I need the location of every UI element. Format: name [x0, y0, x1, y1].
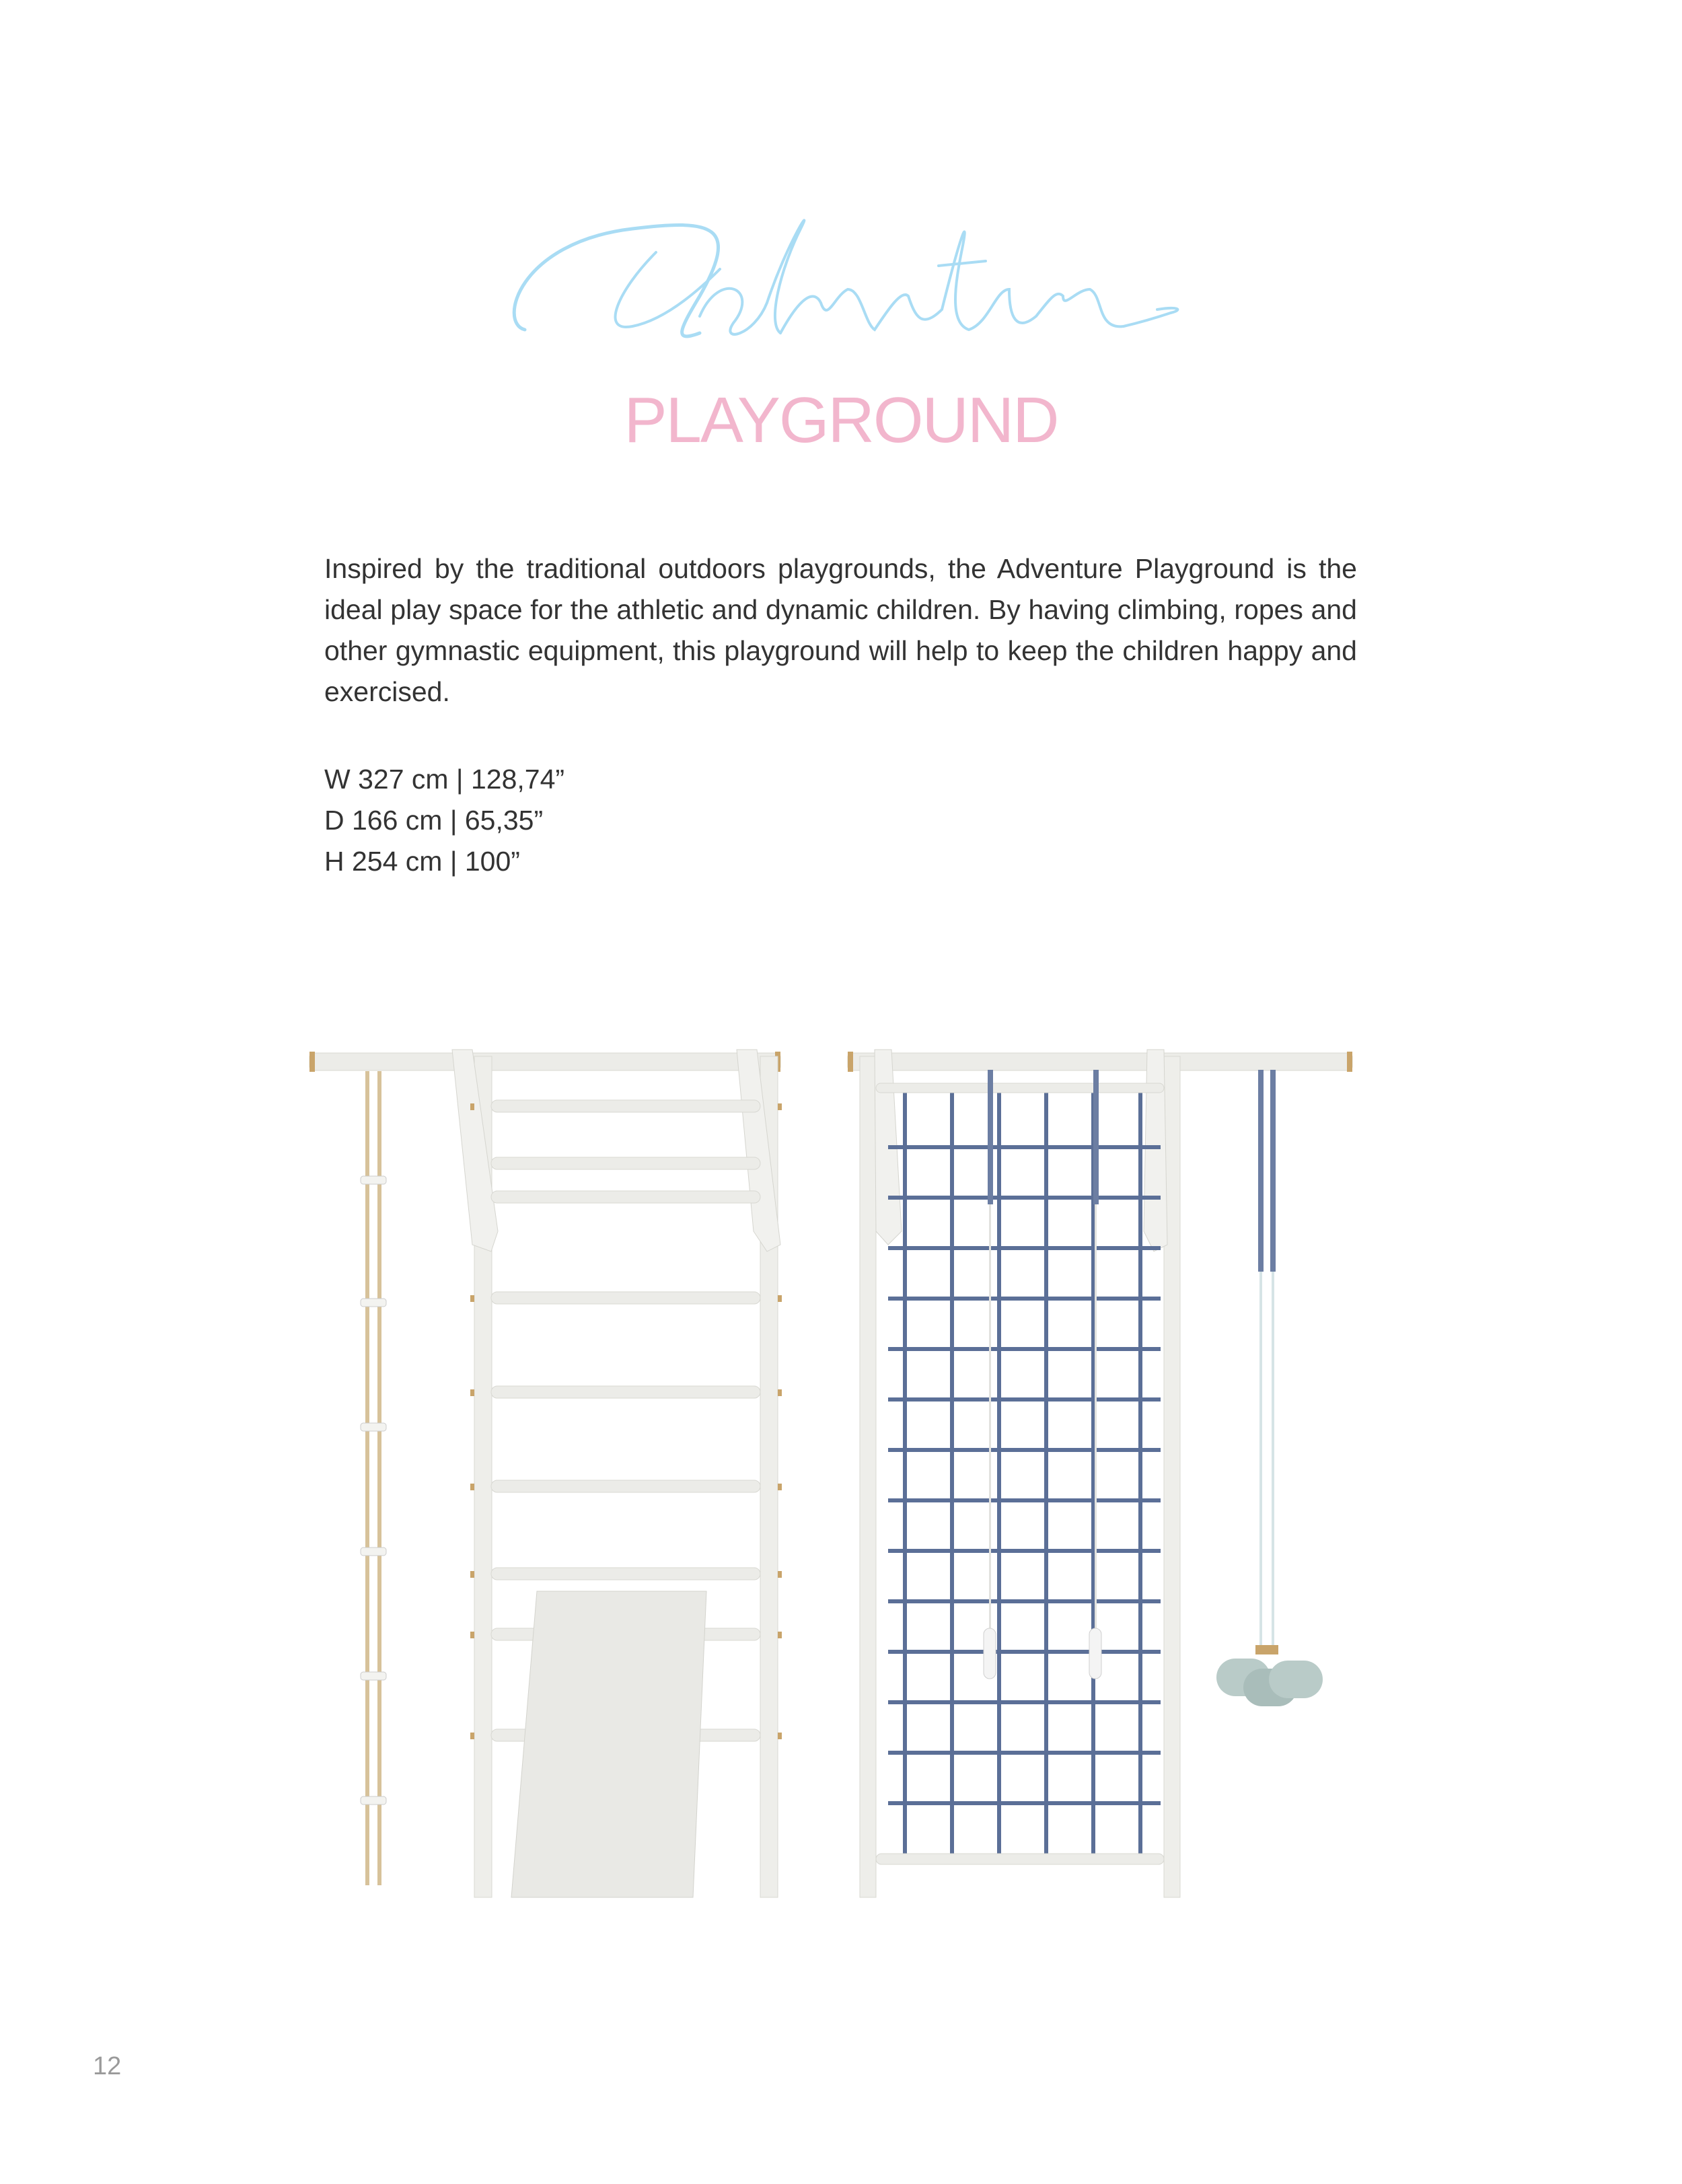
- pulley-weights: [1216, 1070, 1323, 1706]
- rope-ladder: [361, 1071, 386, 1885]
- dimension-width: W 327 cm | 128,74”: [324, 764, 565, 795]
- gym-ropes: [984, 1070, 1101, 1679]
- product-description: Inspired by the traditional outdoors playgrounds, the Adventure Playground is the ideal play space for the athletic and dynamic children. By having climbing, ropes and other gymnastic equipment, this playground will help to keep the children happy and exercised.: [324, 553, 1357, 707]
- climbing-net: [888, 1090, 1161, 1864]
- subtitle: PLAYGROUND: [624, 384, 1058, 456]
- script-title-lettering: [498, 188, 1171, 363]
- playground-drawing: [296, 1029, 1386, 1924]
- playground-illustration: [296, 1029, 1386, 1924]
- page-number: 12: [93, 2052, 122, 2080]
- dimension-depth: D 166 cm | 65,35”: [324, 805, 544, 836]
- left-unit: [309, 1050, 782, 1897]
- right-unit: [848, 1050, 1352, 1897]
- dimensions-list: [324, 759, 564, 882]
- dimension-height: H 254 cm | 100”: [324, 846, 520, 877]
- script-title: [498, 188, 1171, 363]
